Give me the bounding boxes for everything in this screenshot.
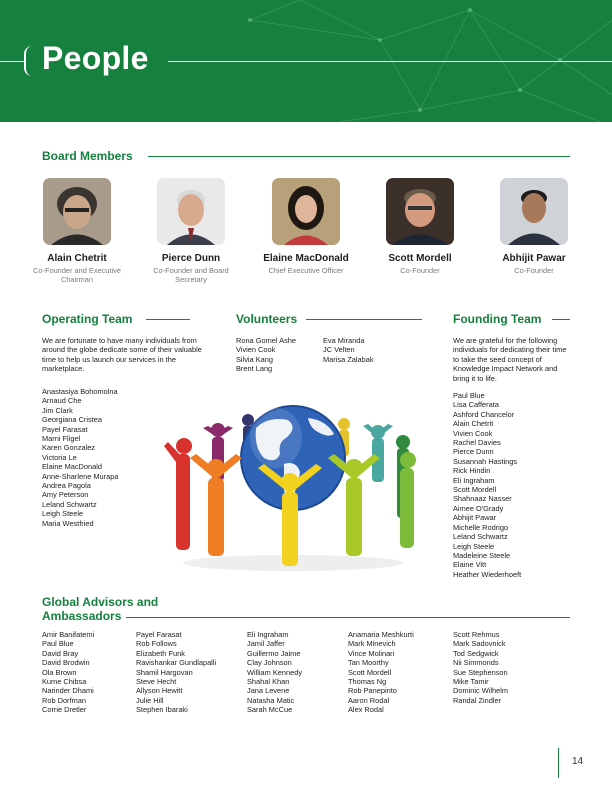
member-role: Co-Founder	[400, 266, 440, 275]
list-item: Lisa Cafferata	[453, 400, 499, 410]
list-item: Anne-Sharlene Murapa	[42, 471, 119, 481]
list-item: Amir Banifatemi	[42, 630, 95, 639]
list-item: Jim Clark	[42, 405, 73, 415]
list-item: Anamaria Meshkurti	[348, 630, 414, 639]
member-name: Pierce Dunn	[161, 253, 221, 264]
list-item: Maria Westfried	[42, 518, 94, 528]
list-item: Clay Johnson	[247, 658, 292, 668]
list-item: Rick Hindin	[453, 466, 491, 476]
list-item: Heather Wiederhoeft	[453, 569, 522, 579]
list-item: Elaine MacDonald	[42, 462, 102, 472]
list-item: Alain Chetrit	[453, 419, 494, 429]
advisors-column-3	[247, 630, 302, 715]
operating-team-list	[42, 387, 118, 528]
founding-team-list	[453, 391, 521, 579]
list-item: Ravishankar Gundlapalli	[136, 658, 217, 668]
list-item: David Bray	[42, 648, 79, 658]
list-item: Nii Simmonds	[453, 658, 499, 668]
figure-red	[164, 438, 192, 550]
list-item: Leigh Steele	[42, 509, 84, 519]
advisors-column-5	[453, 630, 508, 705]
member-role: Co-Founder	[514, 266, 554, 275]
list-item: Andrea Pagola	[42, 481, 91, 491]
page-number-rule	[558, 748, 559, 778]
list-item: Aimee O'Grady	[453, 503, 504, 513]
operating-team-heading: Operating Team	[42, 312, 133, 326]
list-item: Scott Rehmus	[453, 630, 500, 639]
board-member-card	[362, 178, 478, 275]
board-members-rule	[148, 156, 570, 157]
list-item: Payel Farasat	[42, 424, 88, 434]
list-item: Vince Molinari	[348, 648, 395, 658]
page-title: People	[42, 40, 149, 76]
member-photo	[386, 178, 454, 245]
list-item: Rob Panepinto	[348, 686, 397, 696]
list-item: Jana Levene	[247, 686, 290, 696]
list-item: Aaron Rodal	[348, 695, 390, 705]
list-item: Paul Blue	[453, 391, 485, 400]
advisors-heading	[42, 595, 158, 623]
founding-team-rule	[552, 319, 570, 320]
list-item: Rona Gomel Ashe	[236, 336, 296, 345]
list-item: JC Velten	[323, 345, 355, 355]
list-item: Ashford Chancelor	[453, 409, 515, 419]
list-item: Susannah Hastings	[453, 456, 518, 466]
volunteers-list-2	[323, 336, 374, 364]
list-item: Kume Chibsa	[42, 677, 87, 687]
list-item: Rob Dorfman	[42, 695, 86, 705]
founding-team-intro: We are grateful for the following individuals for dedicating their time to take the seed concept of Knowledge Impact Network and bring it to life.	[453, 336, 567, 383]
list-item: Natasha Matic	[247, 695, 295, 705]
board-member-card	[19, 178, 135, 284]
list-item: Narinder Dhami	[42, 686, 94, 696]
list-item: Marisa Zalabak	[323, 354, 374, 364]
list-item: Vivien Cook	[453, 428, 493, 438]
list-item: Leigh Steele	[453, 541, 495, 551]
member-role: Co-Founder and Board Secretary	[153, 266, 229, 284]
member-name: Elaine MacDonald	[263, 253, 349, 264]
list-item: Alex Rodal	[348, 705, 384, 715]
list-item: Allyson Hewitt	[136, 686, 183, 696]
list-item: Corrie Dretler	[42, 705, 87, 715]
list-item: Thomas Ng	[348, 677, 387, 687]
list-item: Jamil Jaffer	[247, 639, 285, 649]
list-item: Rob Follows	[136, 639, 177, 649]
advisors-column-2	[136, 630, 216, 715]
list-item: Eli Ingraham	[247, 630, 289, 639]
list-item: Eli Ingraham	[453, 475, 495, 485]
advisors-column-4	[348, 630, 414, 715]
page-number: 14	[572, 756, 584, 767]
board-member-card	[248, 178, 364, 275]
volunteers-list-1	[236, 336, 296, 374]
advisors-column-1	[42, 630, 94, 715]
page-header	[0, 0, 612, 122]
list-item: Dominic Wilhelm	[453, 686, 509, 696]
member-photo	[272, 178, 340, 245]
title-bracket	[24, 46, 32, 76]
list-item: Mark Minevich	[348, 639, 396, 649]
figure-orange	[190, 454, 242, 556]
list-item: Elizabeth Funk	[136, 648, 185, 658]
member-photo	[157, 178, 225, 245]
title-rule	[168, 61, 612, 62]
volunteers-heading: Volunteers	[236, 312, 298, 326]
list-item: Michelle Rodrigo	[453, 522, 509, 532]
list-item: David Brodwin	[42, 658, 90, 668]
figure-teal	[363, 424, 393, 482]
list-item: Stephen Ibaraki	[136, 705, 188, 715]
list-item: Scott Mordell	[348, 667, 392, 677]
list-item: Karen Gonzalez	[42, 443, 95, 453]
list-item: Leland Schwartz	[453, 532, 508, 542]
operating-team-rule	[146, 319, 190, 320]
member-name: Abhijit Pawar	[502, 253, 566, 264]
list-item: Abhijit Pawar	[453, 513, 497, 523]
globe-people-illustration	[158, 398, 428, 573]
list-item: Silvia Kang	[236, 354, 273, 364]
list-item: Shamil Hargovan	[136, 667, 193, 677]
list-item: Mike Tamir	[453, 677, 489, 687]
list-item: Payel Farasat	[136, 630, 182, 639]
list-item: Arnaud Che	[42, 396, 82, 406]
list-item: Shahnaaz Nasser	[453, 494, 512, 504]
member-role: Co-Founder and Executive Chairman	[33, 266, 121, 284]
founding-team-heading: Founding Team	[453, 312, 542, 326]
list-item: Marni Fligel	[42, 434, 81, 444]
list-item: Randal Zindler	[453, 695, 502, 705]
board-members-heading: Board Members	[42, 149, 133, 163]
list-item: Madeleine Steele	[453, 550, 511, 560]
list-item: William Kennedy	[247, 667, 303, 677]
list-item: Steve Hecht	[136, 677, 177, 687]
advisors-rule	[126, 617, 570, 618]
advisors-heading-line1: Global Advisors and	[42, 595, 159, 609]
list-item: Victoria Le	[42, 452, 77, 462]
advisors-heading-line2: Ambassadors	[42, 609, 122, 623]
list-item: Scott Mordell	[453, 485, 497, 495]
list-item: Vivien Cook	[236, 345, 276, 355]
list-item: Julie Hill	[136, 695, 164, 705]
list-item: Guillermo Jaime	[247, 648, 301, 658]
member-photo	[500, 178, 568, 245]
list-item: Georgiana Cristea	[42, 415, 102, 425]
member-name: Alain Chetrit	[47, 253, 107, 264]
list-item: Anastasiya Bohomolna	[42, 387, 118, 396]
list-item: Tan Moorthy	[348, 658, 389, 668]
list-item: Tod Sedgwick	[453, 648, 499, 658]
list-item: Amy Peterson	[42, 490, 89, 500]
list-item: Brent Lang	[236, 364, 273, 374]
board-member-card	[133, 178, 249, 284]
list-item: Leland Schwartz	[42, 499, 97, 509]
volunteers-rule	[306, 319, 422, 320]
list-item: Pierce Dunn	[453, 447, 494, 457]
list-item: Rachel Davies	[453, 438, 501, 448]
list-item: Ola Brown	[42, 667, 77, 677]
list-item: Mark Sadovnick	[453, 639, 506, 649]
list-item: Sue Stephenson	[453, 667, 508, 677]
member-name: Scott Mordell	[388, 253, 452, 264]
member-photo	[43, 178, 111, 245]
list-item: Eva Miranda	[323, 336, 365, 345]
operating-team-intro: We are fortunate to have many individuals from around the globe dedicate some of their valuable time to help us launch our services in the marketplace.	[42, 336, 202, 374]
list-item: Elaine Vitt	[453, 560, 487, 570]
list-item: Shahal Khan	[247, 677, 290, 687]
list-item: Paul Blue	[42, 639, 74, 649]
member-role: Chief Executive Officer	[268, 266, 344, 275]
list-item: Sarah McCue	[247, 705, 293, 715]
title-bracket-line	[0, 61, 26, 62]
board-member-card	[476, 178, 592, 275]
